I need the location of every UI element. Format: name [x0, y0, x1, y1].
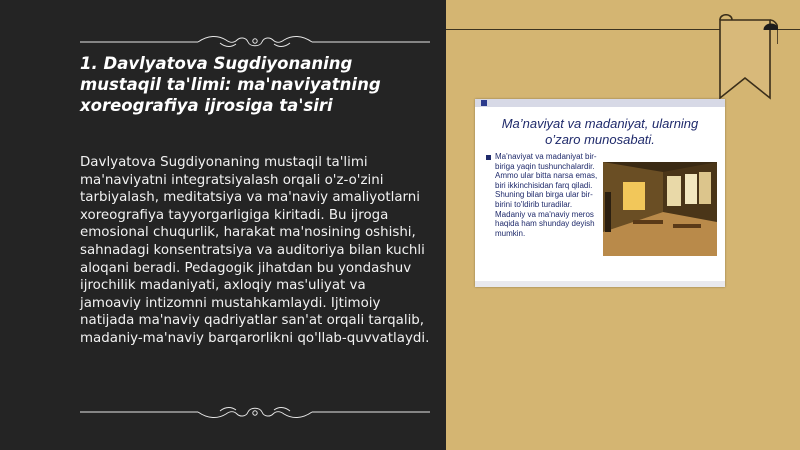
flourish-divider-icon [80, 34, 430, 50]
slide-image-title: Ma’naviyat va madaniyat, ularning o’zaro munosabati. [501, 116, 699, 147]
slide-heading: 1. Davlyatova Sugdiyonaning mustaqil ta'limi: ma'naviyatning xoreografiya ijrosiga ta'siri [80, 54, 381, 115]
bookmark-ribbon-icon [712, 14, 778, 104]
slide-footer-bar [475, 281, 725, 287]
body-paragraph: Davlyatova Sugdiyonaning mustaqil ta'limi ma'naviyatni integratsiyalash orqali o'z-o'zini tarbiyalash, meditatsiya va ma'naviy amaliyotlarni xoreografiya tayyorgarligiga kiritadi. Bu ijroga emosional chuqurlik, harakat ma'nosining oshishi, sahnadagi konsentratsiya va auditoriya bilan kuchli aloqani beradi. Pedagogik jihatdan bu yondashuv ijrochilik madaniyati, axloqiy mas'uliyat va jamoaviy intizomni mustahkamlaydi. Ijtimoiy natijada ma'naviy qadriyatlar san'at orqali tarqalib, madaniy-ma'naviy barqarorlikni qo'llab-quvvatlaydi. [80, 155, 430, 346]
bullet-icon [486, 155, 491, 160]
gallery-photo [603, 162, 717, 256]
flourish-divider-icon [80, 404, 430, 420]
embedded-slide-image [475, 99, 725, 287]
slide-image-text: Ma'naviyat va madaniyat bir-biriga yaqin tushunchalardir. Ammo ular bitta narsa emas, biri ikkinchisidan farq qiladi. Shuning bilan birga ular bir-birini to'ldirib turadilar. Madaniy va ma'naviy meros haqida ham shunday deyish mumkin. [495, 152, 598, 238]
slide-header-bar [475, 99, 725, 107]
